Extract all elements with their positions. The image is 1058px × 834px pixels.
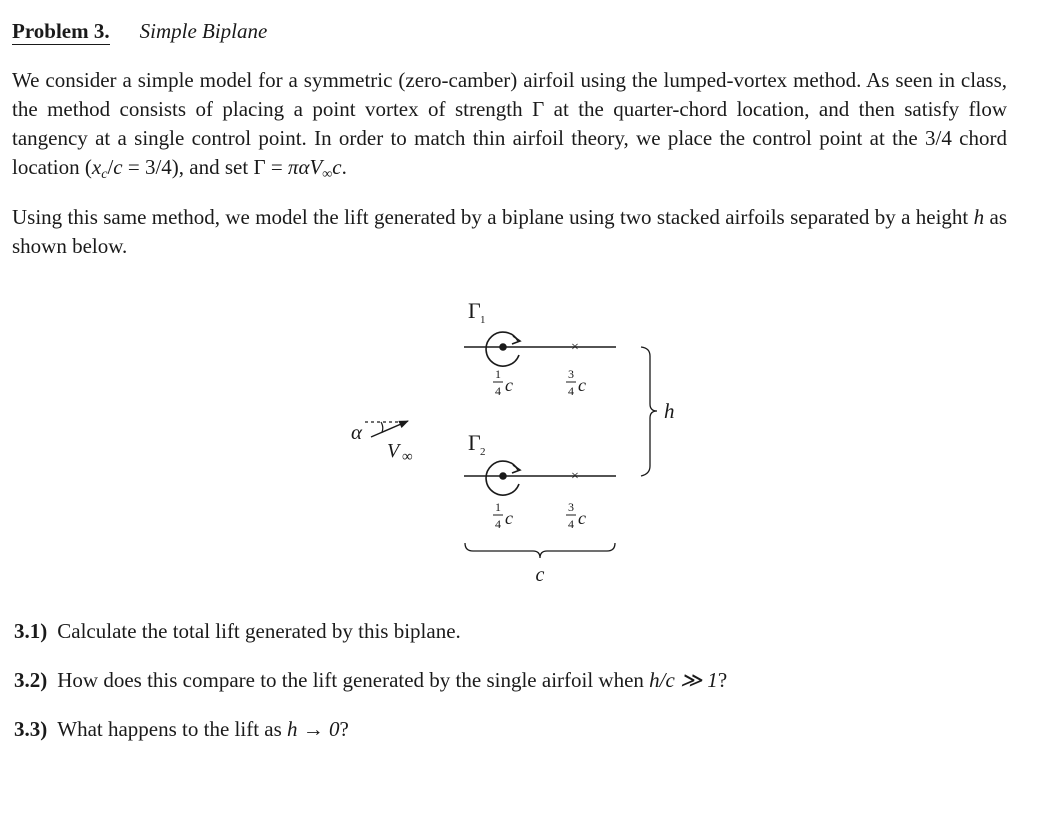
svg-text:4: 4 — [568, 517, 574, 531]
threequarter-chord-label-top: c — [578, 375, 586, 395]
angle-arc-icon — [381, 422, 383, 432]
svg-text:4: 4 — [568, 384, 574, 398]
velocity-arrow-icon — [371, 421, 408, 437]
control-point1-marker: × — [571, 340, 579, 355]
height-brace — [641, 347, 675, 476]
svg-text:4: 4 — [495, 517, 501, 531]
gamma2-subscript: 2 — [480, 446, 486, 458]
top-airfoil — [464, 298, 616, 398]
bottom-airfoil — [464, 430, 616, 531]
problem-title: Simple Biplane — [139, 19, 268, 43]
chord-label: c — [535, 564, 545, 586]
svg-text:4: 4 — [495, 384, 501, 398]
question-3-2: 3.2) How does this compare to the lift generated by the single airfoil when h/c ≫ 1? — [14, 668, 728, 692]
problem-number: Problem 3. — [12, 19, 110, 43]
question-3-3: 3.3) What happens to the lift as h → 0? — [14, 717, 349, 741]
velocity-subscript: ∞ — [402, 449, 413, 465]
quarter-chord-label-top: c — [505, 375, 513, 395]
quarter-chord-label-bottom: c — [505, 508, 513, 528]
gamma2-label: Γ — [468, 430, 481, 455]
control-point2-marker: × — [571, 469, 579, 484]
freestream-indicator — [351, 420, 413, 465]
gamma1-label: Γ — [468, 298, 481, 323]
biplane-paragraph: Using this same method, we model the lift generated by a biplane using two stacked airfoils separated by a height h as shown below. — [12, 205, 1007, 258]
vortex1-arrowhead-icon — [512, 336, 520, 344]
vortex2-point — [499, 472, 507, 480]
chord-brace — [465, 543, 615, 586]
svg-text:1: 1 — [495, 500, 501, 514]
gamma1-subscript: 1 — [480, 314, 486, 326]
height-label: h — [664, 399, 675, 423]
svg-text:3: 3 — [568, 367, 574, 381]
svg-text:3: 3 — [568, 500, 574, 514]
vortex2-arrowhead-icon — [512, 465, 520, 473]
threequarter-chord-label-bottom: c — [578, 508, 586, 528]
question-3-1: 3.1) Calculate the total lift generated by this biplane. — [14, 619, 461, 643]
vortex1-point — [499, 343, 507, 351]
svg-text:1: 1 — [495, 367, 501, 381]
velocity-label: V — [387, 440, 400, 462]
alpha-label: α — [351, 420, 363, 444]
intro-paragraph: We consider a simple model for a symmetric (zero-camber) airfoil using the lumped-vortex method. As seen in class, the method consists of placing a point vortex of strength Γ at the quarter-chord location, and then satisfy flow tangency at a single control point. In order to match thin airfoil theory, we place the control point at the 3/4 chord location $(x_c/c = 3/4)$, and set Γ = παV$_\infty$c. — [12, 68, 1007, 182]
